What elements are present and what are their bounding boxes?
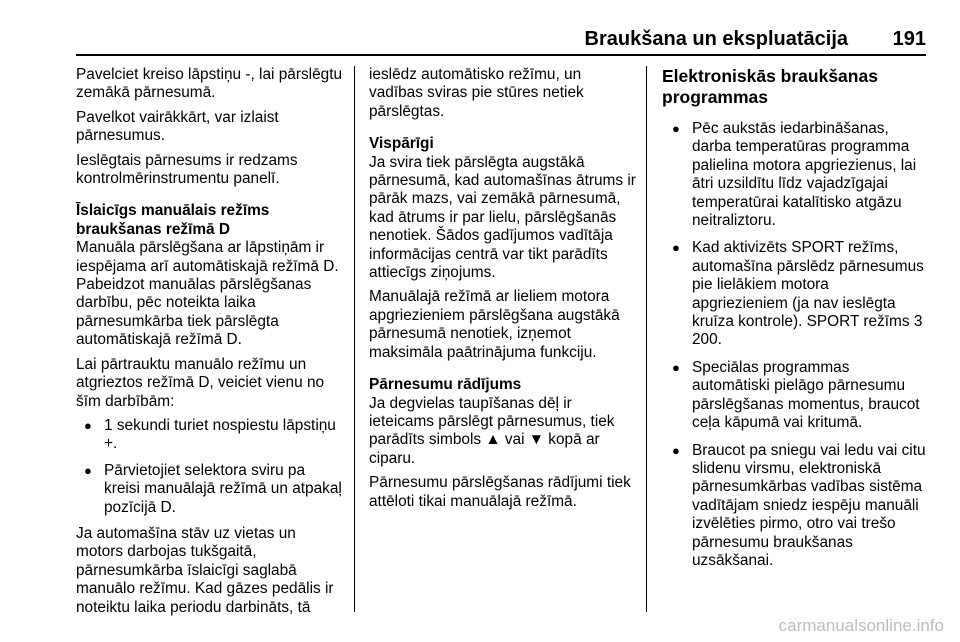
paragraph: Ja degvielas taupīšanas dēļ ir ieteicams pārslēgt pārnesumus, tiek parādīts simbols ▲ vai ▼ kopā ar ciparu. <box>369 394 615 467</box>
list-item-text: Pēc aukstās iedarbināšanas, darba temperatūras programma palielina motora apgriezienus, lai ātri uzsildītu līdz vajadzīgajai temperatūrai katalītisko atgāzu neitraliztoru. <box>692 120 917 230</box>
paragraph: Ja svira tiek pārslēgta augstākā pārnesumā, kad automašīnas ātrums ir pārāk mazs, vai zemākā pārnesumā, kad ātrums ir par lielu, pārslēgšanās nenotiek. Šādos gadījumos vadītāja informācijas centrā var tikt parādīts attiecīgs ziņojums. <box>369 153 636 282</box>
list-item <box>662 359 926 433</box>
column-1 <box>76 66 344 623</box>
paragraph: Ja automašīna stāv uz vietas un motors darbojas tukšgaitā, pārnesumkārba īslaicīgi saglabā manuālo režīmu. Kad gāzes pedālis ir noteiktu laika periodu darbināts, tā <box>76 524 334 616</box>
list-item <box>662 239 926 349</box>
paragraph: Lai pārtrauktu manuālo režīmu un atgrieztos režīmā D, veiciet vienu no šīm darbībām: <box>76 355 325 410</box>
page-header <box>76 26 926 56</box>
list-item-text: Braucot pa sniegu vai ledu vai citu slidenu virsmu, elektroniskā pārnesumkārbas vadības sistēma vadītājam sniedz iespēju manuāli izvēlēties pirmo, otro vai trešo pārnesumu braukšanas uzsākšanai. <box>692 441 926 569</box>
bullet-icon: ● <box>84 462 92 478</box>
bullet-icon: ● <box>84 417 92 433</box>
bullet-icon: ● <box>672 442 680 458</box>
section-heading: Īslaicīgs manuālais režīms braukšanas režīmā D <box>76 202 270 238</box>
paragraph: Pavelkot vairākkārt, var izlaist pārnesumus. <box>76 108 279 145</box>
paragraph: Ieslēgtais pārnesums ir redzams kontrolmērinstrumentu panelī. <box>76 151 298 188</box>
column-divider-1 <box>354 66 355 612</box>
paragraph: ieslēdz automātisko režīmu, un vadības sviras pie stūres netiek pārslēgtas. <box>369 66 584 120</box>
paragraph: Pārnesumu pārslēgšanas rādījumi tiek attēloti tikai manuālajā režīmā. <box>369 474 631 510</box>
page-reference[interactable]: 3 200. <box>692 313 923 349</box>
page-title: Braukšana un ekspluatācija <box>584 28 848 50</box>
section-heading: Pārnesumu rādījums <box>369 376 522 394</box>
list-item <box>76 462 344 517</box>
list-item <box>76 417 344 454</box>
header-rule <box>76 54 926 56</box>
column-2 <box>369 66 637 517</box>
list-item <box>662 120 926 230</box>
watermark: carmanualsonline.info <box>778 616 944 635</box>
list-item-text: Speciālas programmas automātiski pielāgo pārnesumu pārslēgšanas momentus, braucot ceļa kāpumā vai kritumā. <box>692 358 920 432</box>
list-item-text: 1 sekundi turiet nospiestu lāpstiņu +. <box>104 416 336 453</box>
column-3 <box>662 66 926 579</box>
section-title: Elektroniskās braukšanas programmas <box>662 66 878 107</box>
paragraph: Manuālajā režīmā ar lieliem motora apgriezieniem pārslēgšana augstākā pārnesumā nenotiek, izņemot maksimāla paātrinājuma funkciju. <box>369 288 620 361</box>
list-item <box>662 442 926 571</box>
page-number: 191 <box>892 28 926 50</box>
bullet-icon: ● <box>672 240 680 256</box>
list-item-text: Pārvietojiet selektora sviru pa kreisi manuālajā režīmā un atpakaļ pozīcijā D. <box>104 461 342 516</box>
paragraph: Pavelciet kreiso lāpstiņu -, lai pārslēgtu zemākā pārnesumā. <box>76 66 343 102</box>
bullet-icon: ● <box>672 121 680 136</box>
paragraph: Manuāla pārslēgšana ar lāpstiņām ir iespējama arī automātiskajā režīmā D. Pabeidzot manuālas pārslēgšanas darbību, pēc noteikta laika pārnesumkārba tiek pārslēgta automātiskajā režīmā D. <box>76 239 339 349</box>
section-heading: Vispārīgi <box>369 135 434 153</box>
list-item-text: Kad aktivizēts SPORT režīms, automašīna pārslēdz pārnesumus pie lielākiem motora apgriezieniem (ja nav ieslēgta kruīza kontrole). SPORT režīms <box>692 239 924 331</box>
bullet-icon: ● <box>672 359 680 375</box>
column-divider-2 <box>646 66 647 612</box>
